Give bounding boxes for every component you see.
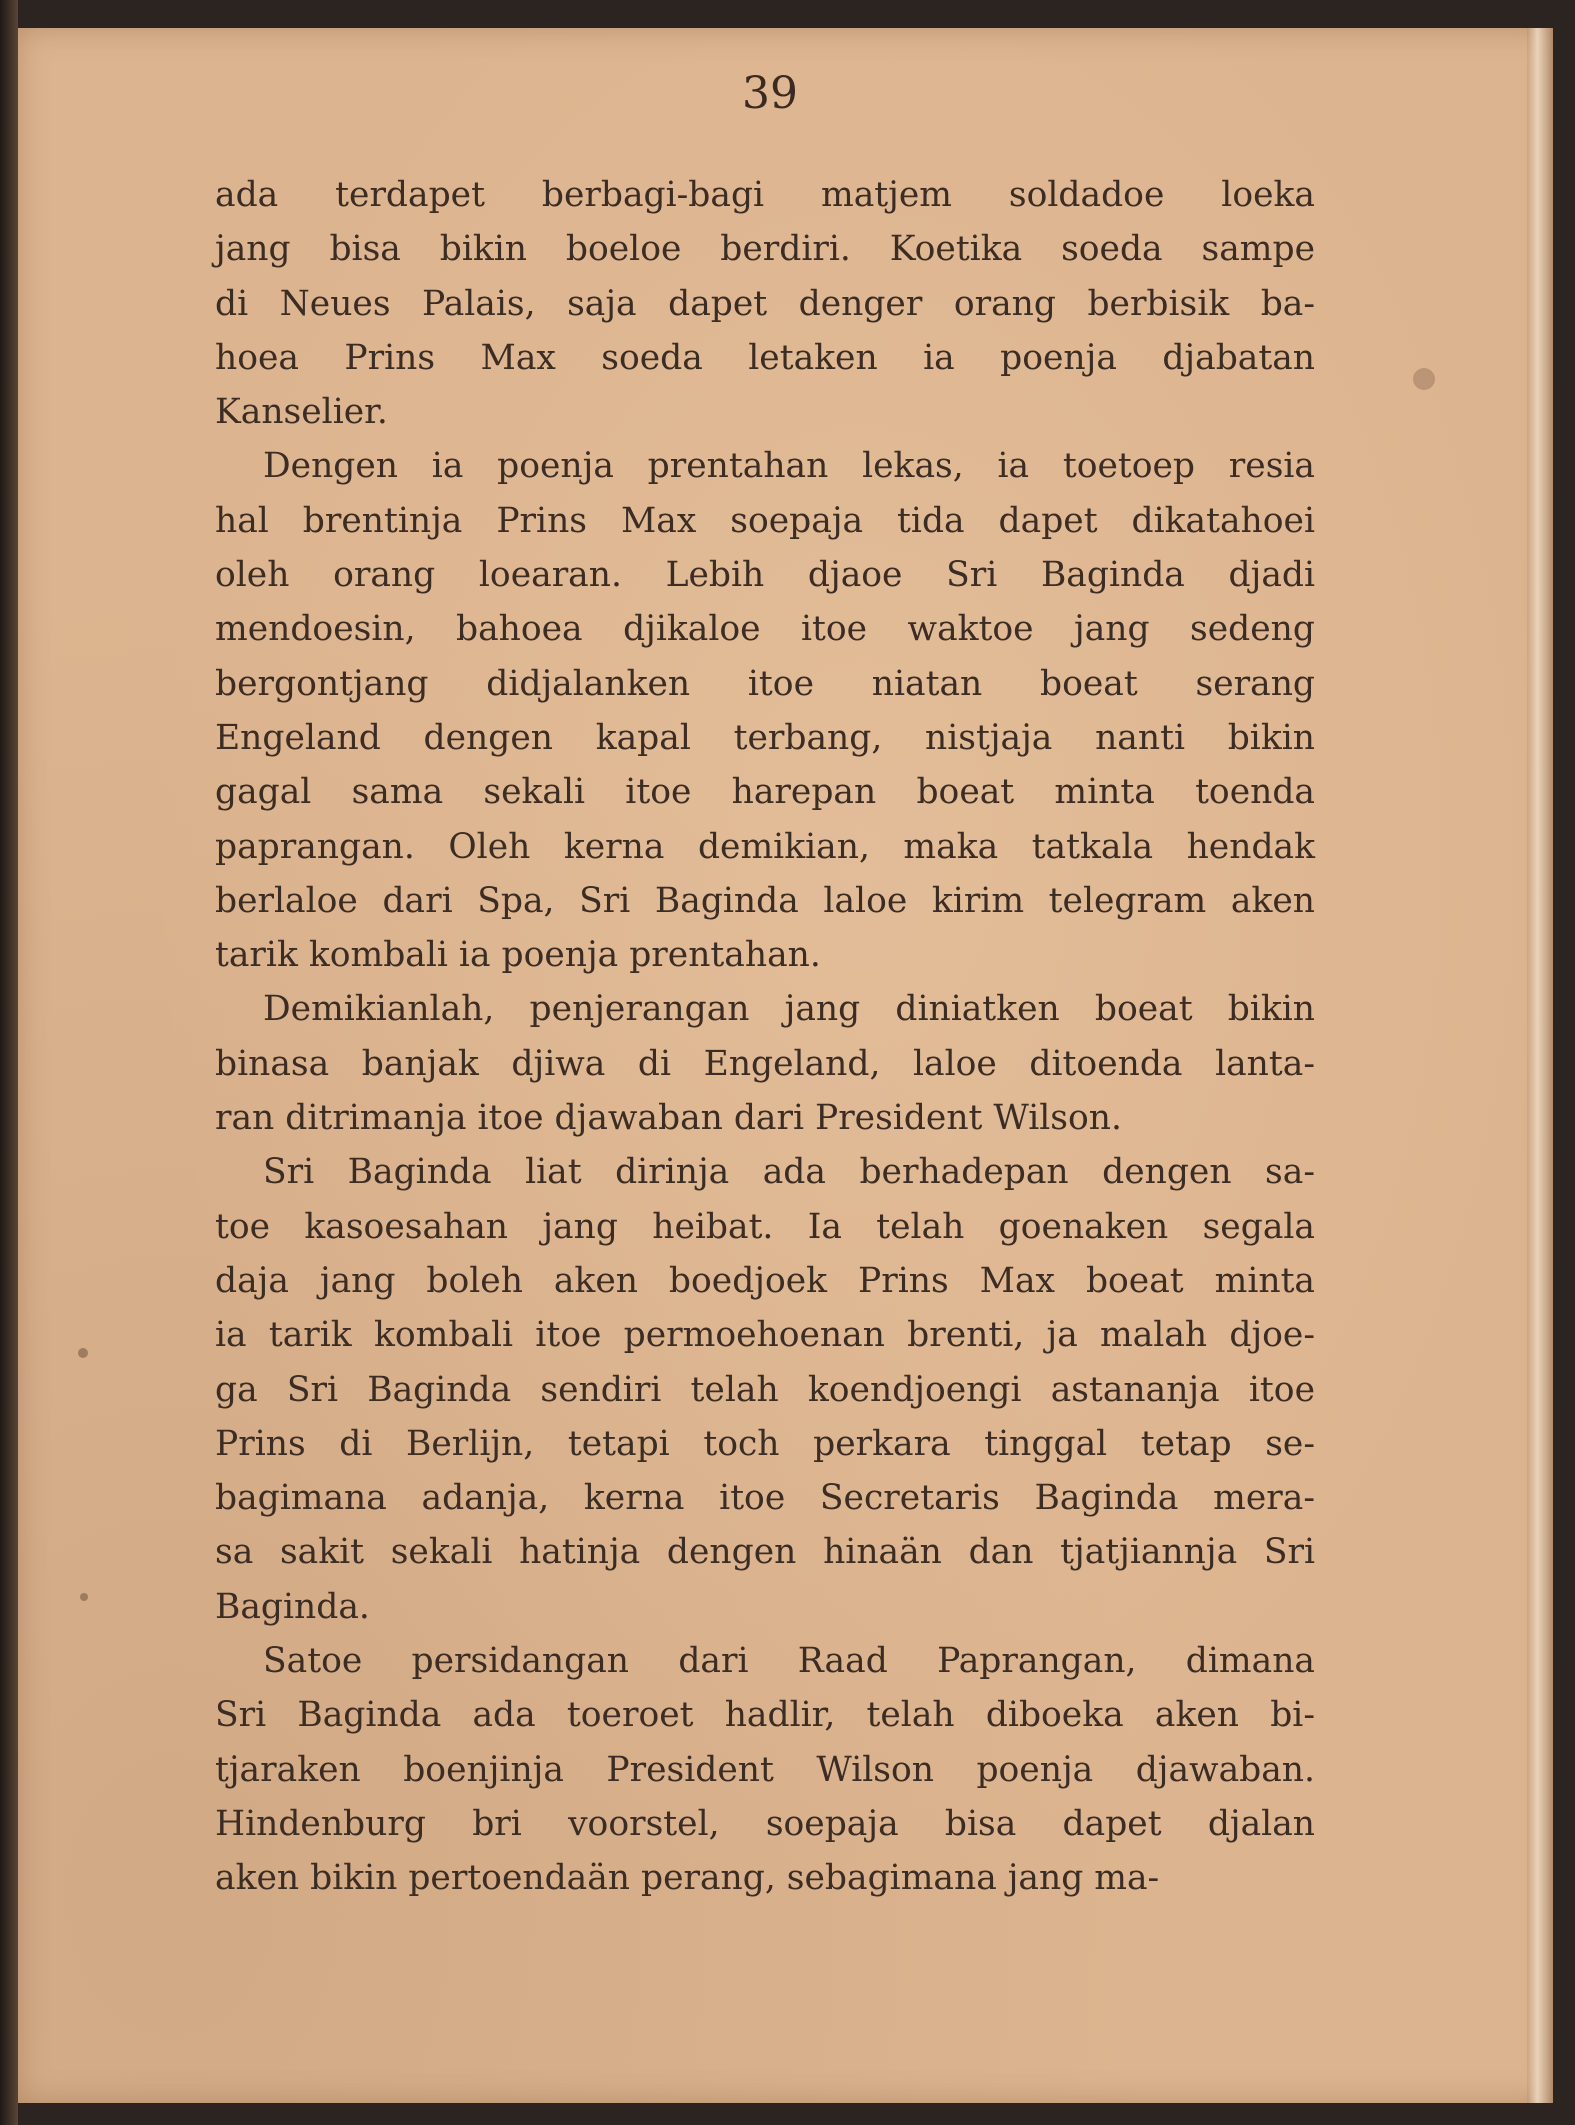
text-line: bergontjang didjalanken itoe niatan boeat serang: [215, 663, 1315, 704]
text-line: ia tarik kombali itoe permoehoenan brenti, ja malah djoe-: [215, 1315, 1315, 1356]
text-line: binasa banjak djiwa di Engeland, laloe ditoenda lanta-: [215, 1043, 1315, 1084]
text-line: jang bisa bikin boeloe berdiri. Koetika soeda sampe: [215, 229, 1315, 270]
text-line: tjaraken boenjinja President Wilson poenja djawaban.: [215, 1749, 1315, 1790]
book-spine-edge: [0, 0, 18, 2125]
text-line: bagimana adanja, kerna itoe Secretaris Baginda mera-: [215, 1478, 1315, 1519]
text-line: oleh orang loearan. Lebih djaoe Sri Baginda djadi: [215, 555, 1315, 596]
text-line: Dengen ia poenja prentahan lekas, ia toetoep resia: [263, 446, 1315, 487]
text-line: berlaloe dari Spa, Sri Baginda laloe kirim telegram aken: [215, 880, 1315, 921]
text-line: ga Sri Baginda sendiri telah koendjoengi astananja itoe: [215, 1369, 1315, 1410]
text-line: Sri Baginda liat dirinja ada berhadepan dengen sa-: [263, 1152, 1315, 1193]
text-line: Kanselier.: [215, 392, 388, 433]
body-text: [215, 168, 1315, 1906]
text-line: Baginda.: [215, 1586, 370, 1627]
text-line: hoea Prins Max soeda letaken ia poenja djabatan: [215, 337, 1315, 378]
paragraph: [215, 439, 1315, 982]
margin-mark: [80, 1593, 88, 1601]
paragraph: [215, 1145, 1315, 1634]
page-number: 39: [742, 68, 798, 119]
text-line: daja jang boleh aken boedjoek Prins Max boeat minta: [215, 1260, 1315, 1301]
text-line: ran ditrimanja itoe djawaban dari President Wilson.: [215, 1098, 1122, 1139]
text-line: aken bikin pertoendaän perang, sebagimana jang ma-: [215, 1858, 1160, 1899]
text-line: Prins di Berlijn, tetapi toch perkara tinggal tetap se-: [215, 1423, 1315, 1464]
paragraph: [215, 982, 1315, 1145]
text-line: hal brentinja Prins Max soepaja tida dapet dikatahoei: [215, 500, 1315, 541]
text-line: Satoe persidangan dari Raad Paprangan, dimana: [263, 1641, 1315, 1682]
text-line: di Neues Palais, saja dapet denger orang berbisik ba-: [215, 283, 1315, 324]
margin-mark: [78, 1348, 88, 1358]
text-line: Engeland dengen kapal terbang, nistjaja nanti bikin: [215, 717, 1315, 758]
text-line: mendoesin, bahoea djikaloe itoe waktoe jang sedeng: [215, 609, 1315, 650]
text-line: Sri Baginda ada toeroet hadlir, telah diboeka aken bi-: [215, 1695, 1315, 1736]
text-line: paprangan. Oleh kerna demikian, maka tatkala hendak: [215, 826, 1315, 867]
text-line: Hindenburg bri voorstel, soepaja bisa dapet djalan: [215, 1803, 1315, 1844]
text-line: gagal sama sekali itoe harepan boeat minta toenda: [215, 772, 1315, 813]
margin-mark: [1413, 368, 1435, 390]
text-line: toe kasoesahan jang heibat. Ia telah goenaken segala: [215, 1206, 1315, 1247]
text-line: tarik kombali ia poenja prentahan.: [215, 935, 821, 976]
text-line: Demikianlah, penjerangan jang diniatken boeat bikin: [263, 989, 1315, 1030]
paragraph: [215, 1634, 1315, 1905]
text-line: ada terdapet berbagi-bagi matjem soldadoe loeka: [215, 175, 1315, 215]
text-line: sa sakit sekali hatinja dengen hinaän dan tjatjiannja Sri: [215, 1532, 1315, 1573]
paragraph: [215, 168, 1315, 439]
